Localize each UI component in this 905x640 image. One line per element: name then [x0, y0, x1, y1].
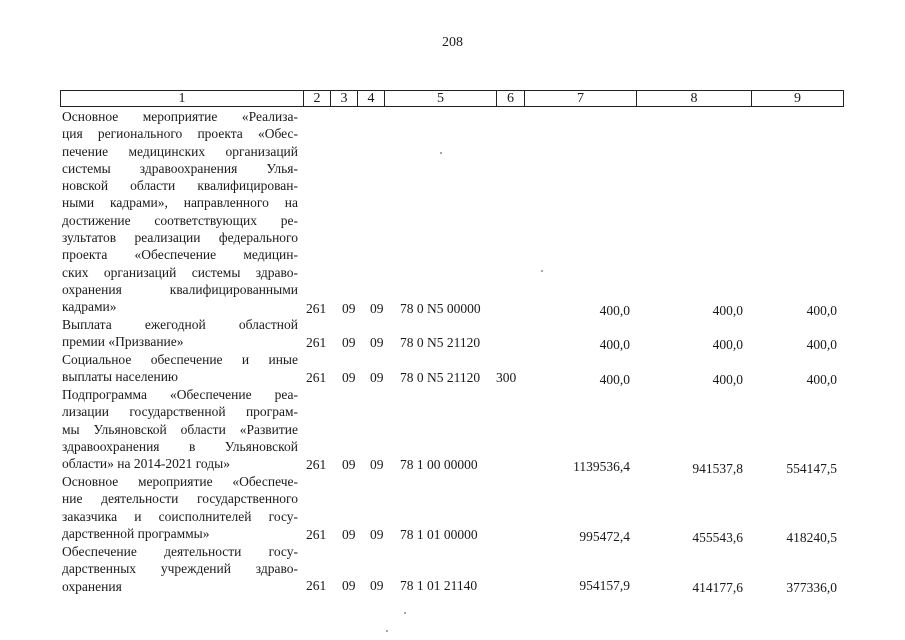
description-line: дарственной программы»	[62, 525, 210, 541]
cell-target-item: 78 0 N5 21120	[400, 370, 481, 385]
cell-admin-code: 261	[306, 457, 327, 472]
cell-target-item: 78 1 00 00000	[400, 457, 478, 472]
description-line: проекта «Обеспечение медицин-	[62, 247, 298, 263]
scan-speck	[440, 152, 442, 154]
cell-subsection: 09	[370, 335, 384, 350]
cell-amount-year1: 400,0	[599, 372, 630, 387]
description-line: выплаты населению	[62, 369, 179, 385]
row-description	[62, 108, 298, 316]
row-description	[62, 316, 298, 351]
description-line: печение медицинских организаций	[62, 143, 298, 159]
description-line: Подпрограмма «Обеспечение реа-	[62, 387, 298, 402]
cell-target-item: 78 1 01 00000	[400, 527, 478, 542]
description-line: кадрами»	[62, 299, 117, 315]
cell-section: 09	[342, 301, 356, 316]
cell-section: 09	[342, 335, 356, 350]
header-col-7: 7	[524, 91, 636, 106]
scan-speck	[404, 612, 406, 614]
cell-amount-year1: 954157,9	[579, 578, 630, 593]
header-col-6: 6	[496, 91, 524, 106]
cell-amount-year2: 455543,6	[692, 530, 743, 545]
cell-admin-code: 261	[306, 527, 327, 542]
cell-amount-year2: 414177,6	[692, 580, 743, 595]
row-description	[62, 543, 298, 595]
cell-section: 09	[342, 457, 356, 472]
cell-subsection: 09	[370, 457, 384, 472]
description-line: лизации государственной програм-	[62, 404, 298, 420]
description-line: здравоохранения в Ульяновской	[62, 438, 298, 454]
description-line: ция регионального проекта «Обес-	[62, 126, 298, 142]
cell-target-item: 78 0 N5 00000	[400, 301, 481, 316]
cell-target-item: 78 1 01 21140	[400, 578, 478, 593]
cell-section: 09	[342, 370, 356, 385]
cell-amount-year3: 554147,5	[786, 461, 837, 476]
cell-subsection: 09	[370, 370, 384, 385]
table-header-row	[60, 90, 844, 107]
cell-admin-code: 261	[306, 335, 327, 350]
cell-admin-code: 261	[306, 578, 327, 593]
description-line: ских организаций системы здраво-	[62, 264, 298, 280]
description-line: ние деятельности государственного	[62, 491, 298, 507]
cell-amount-year3: 400,0	[806, 372, 837, 387]
row-description	[62, 386, 298, 472]
cell-amount-year2: 400,0	[712, 372, 743, 387]
description-line: Основное мероприятие «Реализа-	[62, 109, 298, 124]
cell-amount-year3: 400,0	[806, 337, 837, 352]
header-col-1: 1	[178, 91, 186, 106]
cell-amount-year2: 400,0	[712, 337, 743, 352]
description-line: дарственных учреждений здраво-	[62, 561, 298, 577]
cell-amount-year1: 400,0	[599, 337, 630, 352]
scan-speck	[386, 630, 388, 632]
header-col-8: 8	[636, 91, 751, 106]
description-line: системы здравоохранения Улья-	[62, 160, 298, 176]
cell-target-item: 78 0 N5 21120	[400, 335, 481, 350]
cell-expense-type: 300	[496, 370, 517, 385]
cell-amount-year3: 400,0	[806, 303, 837, 318]
description-line: Основное мероприятие «Обеспече-	[62, 474, 298, 489]
row-description	[62, 473, 298, 542]
cell-amount-year1: 400,0	[599, 303, 630, 318]
description-line: охранения квалифицированными	[62, 281, 298, 297]
description-line: охранения	[62, 578, 122, 594]
description-line: достижение соответствующих ре-	[62, 212, 298, 228]
cell-amount-year3: 377336,0	[786, 580, 837, 595]
description-line: Социальное обеспечение и иные	[62, 352, 298, 367]
cell-section: 09	[342, 527, 356, 542]
cell-admin-code: 261	[306, 301, 327, 316]
description-line: заказчика и соисполнителей госу-	[62, 508, 298, 524]
header-col-3: 3	[330, 91, 357, 106]
description-line: области» на 2014-2021 годы»	[62, 456, 230, 472]
header-col-5: 5	[384, 91, 496, 106]
description-line: мы Ульяновской области «Развитие	[62, 421, 298, 437]
cell-subsection: 09	[370, 578, 384, 593]
description-line: новской области квалифицирован-	[62, 178, 298, 194]
description-line: премии «Призвание»	[62, 334, 184, 350]
cell-section: 09	[342, 578, 356, 593]
cell-amount-year1: 995472,4	[579, 529, 630, 544]
cell-subsection: 09	[370, 527, 384, 542]
page-number: 208	[442, 35, 463, 50]
cell-amount-year2: 941537,8	[692, 461, 743, 476]
header-col-2: 2	[303, 91, 330, 106]
cell-admin-code: 261	[306, 370, 327, 385]
cell-amount-year2: 400,0	[712, 303, 743, 318]
scan-speck	[541, 270, 543, 272]
cell-subsection: 09	[370, 301, 384, 316]
description-line: ными кадрами», направленного на	[62, 195, 298, 211]
description-line: Выплата ежегодной областной	[62, 317, 298, 332]
row-description	[62, 351, 298, 386]
description-line: зультатов реализации федерального	[62, 230, 298, 246]
header-col-9: 9	[751, 91, 843, 106]
description-line: Обеспечение деятельности госу-	[62, 544, 298, 559]
cell-amount-year3: 418240,5	[786, 530, 837, 545]
header-col-4: 4	[357, 91, 384, 106]
cell-amount-year1: 1139536,4	[573, 459, 630, 474]
